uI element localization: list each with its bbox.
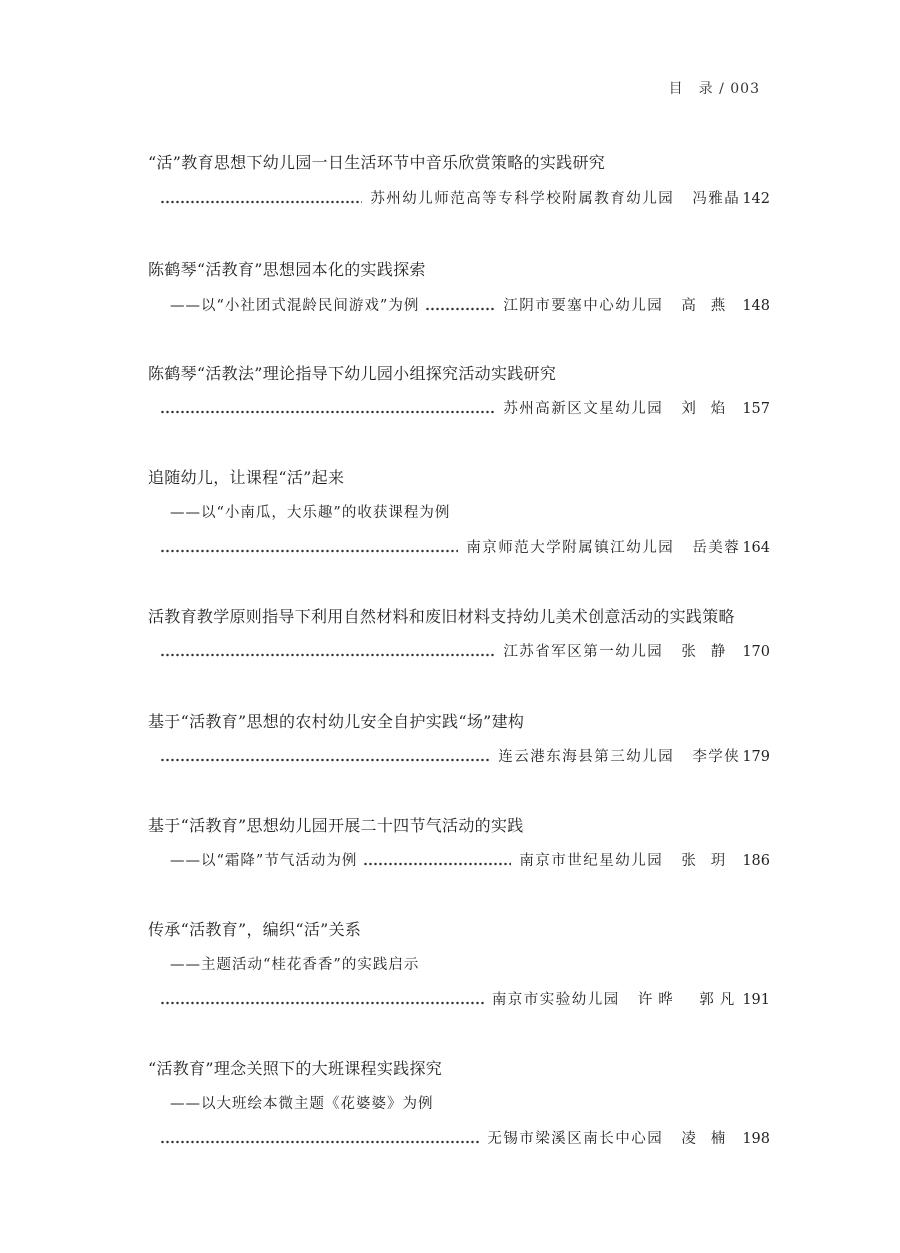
entry-organization: 南京市实验幼儿园 [491,992,620,1008]
entry-title: “活”教育思想下幼儿园一日生活环节中音乐欣赏策略的实践研究 [148,153,606,172]
entry-author: 张玥 [681,853,741,869]
entry-author: 张静 [681,644,741,660]
leader-dots [160,410,495,414]
toc-entry [148,152,770,207]
entry-organization: 苏州高新区文星幼儿园 [503,401,664,417]
entry-title: 陈鹤琴“活教育”思想园本化的实践探索 [148,260,426,279]
entry-page-number[interactable]: 170 [742,644,770,660]
entry-leader-line [160,641,770,663]
entry-organization: 南京师范大学附属镇江幼儿园 [466,540,675,556]
entry-title: 传承“活教育”，编织“活”关系 [148,920,362,939]
leader-dots [160,1140,479,1144]
entry-subtitle: ——以大班绘本微主题《花婆婆》为例 [170,1096,434,1112]
leader-dots [160,653,495,657]
entry-author: 李学侠 [692,749,741,765]
entry-leader-line [160,398,770,420]
entry-organization: 苏州幼儿师范高等专科学校附属教育幼儿园 [370,191,675,207]
toc-entry [148,711,770,765]
entry-page-number[interactable]: 191 [742,992,770,1008]
entry-title: 活教育教学原则指导下利用自然材料和废旧材料支持幼儿美术创意活动的实践策略 [148,607,735,626]
entry-page-number[interactable]: 198 [742,1131,770,1147]
entry-leader-line [160,1128,770,1150]
entry-page-number[interactable]: 142 [742,191,770,207]
entry-organization: 无锡市梁溪区南长中心园 [487,1131,664,1147]
entry-organization: 南京市世纪星幼儿园 [519,853,664,869]
entry-page-number[interactable]: 186 [742,853,770,869]
entry-title: 追随幼儿，让课程“活”起来 [148,468,345,487]
leader-dots [160,1001,484,1005]
toc-entry [148,1058,770,1147]
entry-author: 许晔 郭凡 [637,992,741,1008]
entry-title: 陈鹤琴“活教法”理论指导下幼儿园小组探究活动实践研究 [148,364,557,383]
entry-leader-line [160,746,770,768]
entry-page-number[interactable]: 179 [742,749,770,765]
entry-leader-line [170,850,770,872]
entry-page-number[interactable]: 157 [742,401,770,417]
entry-page-number[interactable]: 164 [742,540,770,556]
toc-entry [148,467,770,556]
entry-leader-line [160,989,770,1011]
entry-subtitle: ——以“小南瓜，大乐趣”的收获课程为例 [170,505,451,521]
entry-organization: 江阴市要塞中心幼儿园 [503,298,664,314]
entry-title: 基于“活教育”思想的农村幼儿安全自护实践“场”建构 [148,712,525,731]
toc-entry [148,363,770,417]
entry-author: 冯雅晶 [692,191,741,207]
entry-subtitle: ——以“霜降”节气活动为例 [170,853,358,869]
entry-subtitle: ——以“小社团式混龄民间游戏”为例 [170,298,420,314]
entry-author: 岳美蓉 [692,540,741,556]
leader-dots [363,862,511,866]
entry-author: 高燕 [681,298,741,314]
toc-entry [148,815,770,869]
entry-leader-line [160,537,770,559]
entry-organization: 江苏省军区第一幼儿园 [503,644,664,660]
entry-subtitle: ——主题活动“桂花香香”的实践启示 [170,957,420,973]
toc-entry [148,606,770,660]
leader-dots [160,758,490,762]
entry-author: 刘焰 [681,401,741,417]
leader-dots [425,307,495,311]
entry-page-number[interactable]: 148 [742,298,770,314]
entry-leader-line [170,295,770,317]
entry-author: 凌楠 [681,1131,741,1147]
toc-entry [148,919,770,1008]
entry-organization: 连云港东海县第三幼儿园 [498,749,675,765]
entry-leader-line [160,188,770,210]
leader-dots [160,200,362,204]
entry-title: “活教育”理念关照下的大班课程实践探究 [148,1059,443,1078]
entry-title: 基于“活教育”思想幼儿园开展二十四节气活动的实践 [148,816,524,835]
leader-dots [160,549,458,553]
running-head: 目 录 / 003 [668,81,760,97]
toc-entry [148,259,770,314]
